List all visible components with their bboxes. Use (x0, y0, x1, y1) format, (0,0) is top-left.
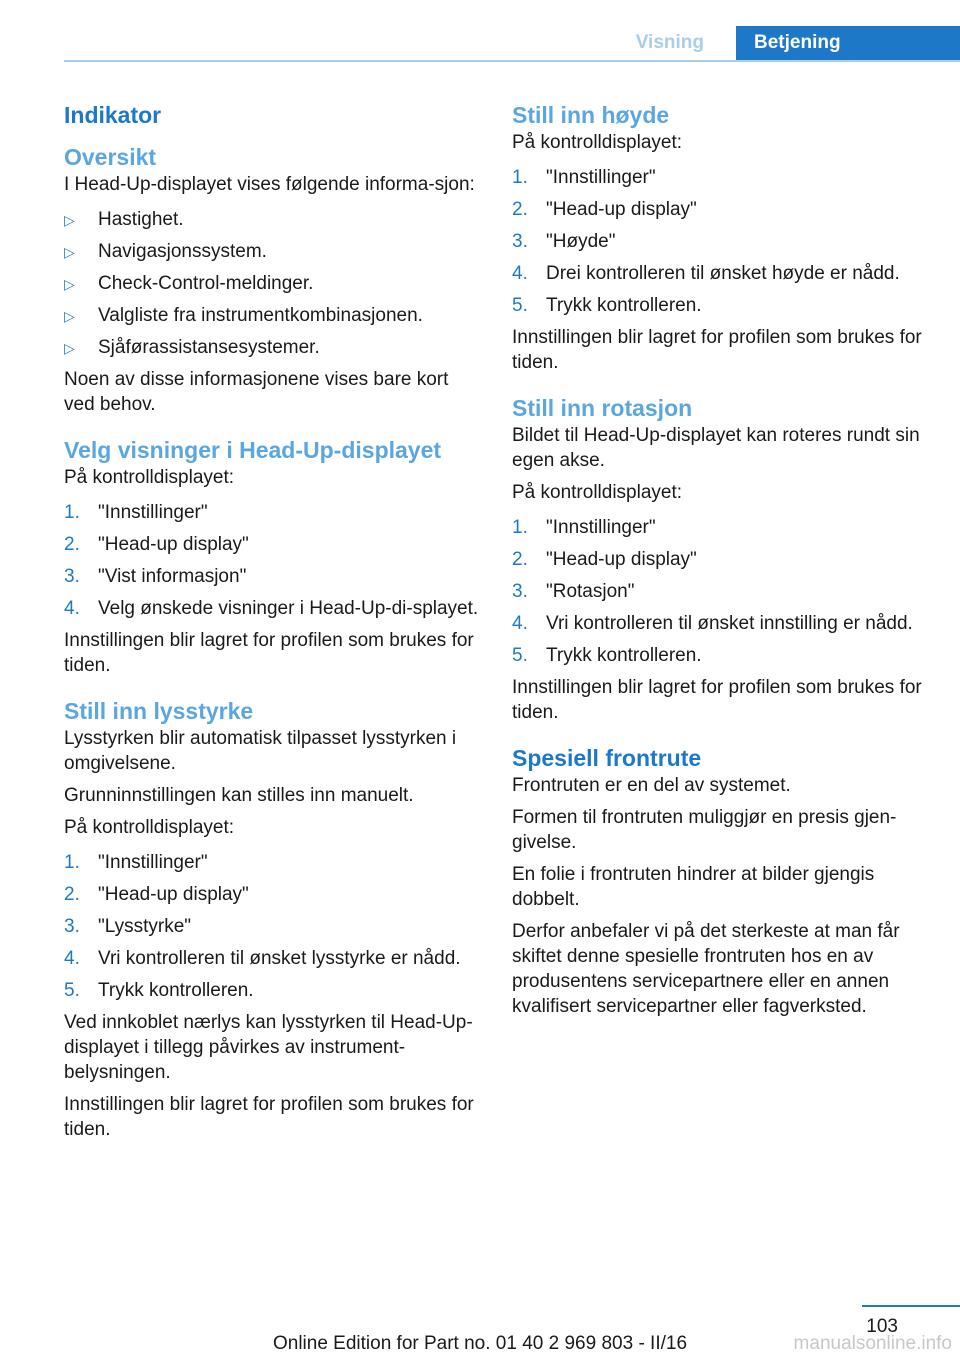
list-item: 3. "Vist informasjon" (64, 566, 247, 587)
step-number: 5. (64, 980, 80, 1001)
step-number: 5. (512, 295, 528, 316)
paragraph: På kontrolldisplayet: (512, 132, 683, 153)
triangle-bullet-icon: ▷ (64, 276, 75, 292)
heading-oversikt: Oversikt (64, 144, 157, 170)
list-item: ▷ Hastighet. (64, 207, 482, 232)
list-item: 5. Trykk kontrolleren. (64, 980, 254, 1001)
watermark: manualsonline.info (793, 1333, 952, 1354)
list-item: ▷ Sjåførassistansesystemer. (64, 335, 482, 360)
step-number: 3. (64, 916, 80, 937)
header-rule (64, 60, 960, 62)
paragraph: Innstillingen blir lagret for profilen som brukes for tiden. (512, 327, 922, 373)
list-item: 3. "Lysstyrke" (64, 916, 192, 937)
list-item: ▷ Navigasjonssystem. (64, 239, 482, 264)
list-item: 4. Vri kontrolleren til ønsket lysstyrke er nådd. (64, 948, 461, 969)
edition-text: Online Edition for Part no. 01 40 2 969 803 - II/16 (272, 1333, 688, 1354)
step-number: 1. (64, 852, 80, 873)
list-item: 1. "Innstillinger" (64, 502, 208, 523)
paragraph: Noen av disse informasjonene vises bare kort ved behov. (64, 369, 449, 415)
paragraph: Formen til frontruten muliggjør en presis gjen-givelse. (512, 807, 897, 853)
numbered-list (512, 515, 932, 668)
paragraph: På kontrolldisplayet: (512, 482, 683, 503)
numbered-list (64, 850, 482, 1003)
paragraph: Frontruten er en del av systemet. (512, 775, 791, 796)
list-item: 3. "Rotasjon" (512, 581, 635, 602)
list-item: 4. Drei kontrolleren til ønsket høyde er nådd. (512, 263, 900, 284)
list-item: 4. Vri kontrolleren til ønsket innstilling er nådd. (512, 613, 913, 634)
step-number: 2. (64, 534, 80, 555)
step-number: 1. (512, 167, 528, 188)
heading-lysstyrke: Still inn lysstyrke (64, 698, 254, 724)
list-item: 2. "Head-up display" (64, 884, 249, 905)
paragraph: Innstillingen blir lagret for profilen som brukes for tiden. (64, 1094, 474, 1140)
numbered-list (512, 165, 932, 318)
step-number: 3. (512, 581, 528, 602)
heading-velg-visninger: Velg visninger i Head-Up-displayet (64, 437, 442, 463)
step-number: 3. (64, 566, 80, 587)
list-item: ▷ Check-Control-meldinger. (64, 271, 482, 296)
step-number: 2. (64, 884, 80, 905)
step-number: 4. (512, 613, 528, 634)
list-item: 1. "Innstillinger" (512, 517, 656, 538)
list-item: 2. "Head-up display" (512, 549, 697, 570)
step-number: 3. (512, 231, 528, 252)
tab-visning[interactable]: Visning (635, 32, 704, 53)
paragraph: I Head-Up-displayet vises følgende informa-sjon: (64, 174, 475, 195)
heading-rotasjon: Still inn rotasjon (512, 395, 693, 421)
right-column (512, 100, 932, 1026)
list-item: 5. Trykk kontrolleren. (512, 295, 702, 316)
step-number: 5. (512, 645, 528, 666)
bullet-list (64, 207, 482, 360)
list-item: ▷ Valgliste fra instrumentkombinasjonen. (64, 303, 482, 328)
tab-betjening[interactable]: Betjening (736, 26, 960, 62)
heading-hoyde: Still inn høyde (512, 102, 670, 128)
step-number: 2. (512, 199, 528, 220)
paragraph: På kontrolldisplayet: (64, 817, 235, 838)
triangle-bullet-icon: ▷ (64, 212, 75, 228)
numbered-list (64, 500, 482, 621)
paragraph: Derfor anbefaler vi på det sterkeste at man får skiftet denne spesielle frontruten hos en av produsentens servicepartnere eller en annen kvalifisert servicepartner eller fagverksted. (512, 921, 900, 1017)
list-item: 4. Velg ønskede visninger i Head-Up-di-splayet. (64, 598, 479, 619)
step-number: 4. (64, 948, 80, 969)
paragraph: På kontrolldisplayet: (64, 467, 235, 488)
list-item: 3. "Høyde" (512, 231, 616, 252)
paragraph: Lysstyrken blir automatisk tilpasset lysstyrken i omgivelsene. (64, 728, 457, 774)
step-number: 2. (512, 549, 528, 570)
paragraph: Grunninnstillingen kan stilles inn manuelt. (64, 785, 414, 806)
step-number: 1. (64, 502, 80, 523)
paragraph: Innstillingen blir lagret for profilen som brukes for tiden. (512, 677, 922, 723)
list-item: 5. Trykk kontrolleren. (512, 645, 702, 666)
page-number: 103 (866, 1316, 898, 1337)
list-item: 1. "Innstillinger" (512, 167, 656, 188)
section-title: Indikator (64, 102, 162, 128)
paragraph: Bildet til Head-Up-displayet kan roteres rundt sin egen akse. (512, 425, 920, 471)
footer-rule (862, 1305, 960, 1307)
list-item: 2. "Head-up display" (512, 199, 697, 220)
step-number: 4. (512, 263, 528, 284)
triangle-bullet-icon: ▷ (64, 244, 75, 260)
triangle-bullet-icon: ▷ (64, 340, 75, 356)
paragraph: Innstillingen blir lagret for profilen som brukes for tiden. (64, 630, 474, 676)
step-number: 4. (64, 598, 80, 619)
list-item: 1. "Innstillinger" (64, 852, 208, 873)
triangle-bullet-icon: ▷ (64, 308, 75, 324)
left-column (64, 100, 482, 1149)
paragraph: En folie i frontruten hindrer at bilder gjengis dobbelt. (512, 864, 875, 910)
paragraph: Ved innkoblet nærlys kan lysstyrken til Head-Up-displayet i tillegg påvirkes av instrument-belysningen. (64, 1012, 473, 1083)
step-number: 1. (512, 517, 528, 538)
page-header (0, 0, 960, 64)
list-item: 2. "Head-up display" (64, 534, 249, 555)
heading-spesiell-frontrute: Spesiell frontrute (512, 745, 702, 771)
